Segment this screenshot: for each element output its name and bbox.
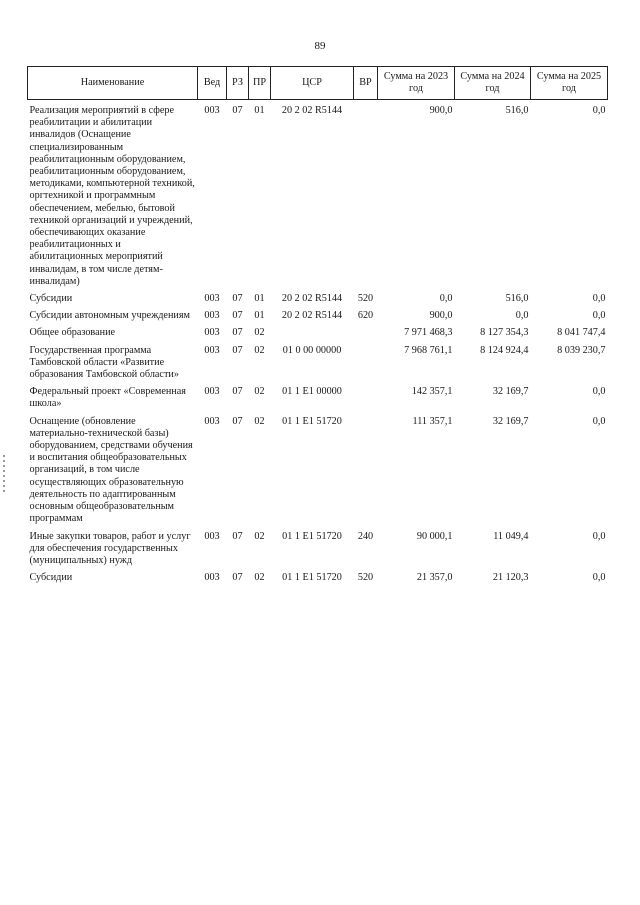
row-name: Субсидии	[29, 572, 73, 584]
row-sum-2024: 516,0	[505, 293, 529, 305]
row-ved: 003	[204, 572, 220, 584]
row-ved: 003	[204, 310, 220, 322]
row-pr: 02	[254, 530, 265, 542]
row-csr: 01 0 00 00000	[282, 344, 342, 356]
row-vr: 240	[357, 530, 374, 542]
row-name: Оснащение (обновление материально-технической базы) оборудованием, средствами обучения и воспитания общеобразовательных организаций, в том числе осуществляющих образовательную деятельность по адаптированным основным общеобразовательным программам	[29, 415, 193, 525]
budget-table	[27, 66, 608, 584]
row-ved: 003	[204, 327, 220, 339]
row-pr: 02	[254, 572, 265, 584]
row-vr	[354, 327, 378, 339]
row-sum-2023: 21 357,0	[416, 572, 453, 584]
row-pr: 02	[254, 344, 265, 356]
row-csr: 01 1 E1 51720	[282, 572, 342, 584]
row-csr: 20 2 02 R5144	[281, 105, 343, 116]
row-sum-2023: 90 000,1	[416, 530, 453, 542]
row-sum-2025: 8 039 230,7	[557, 344, 606, 356]
row-rz: 07	[232, 105, 243, 116]
row-rz: 07	[232, 327, 243, 339]
row-name: Реализация мероприятий в сфере реабилитации и абилитации инвалидов (Оснащение специализированным реабилитационным оборудованием, реабилитационным оборудованием, методиками, компьютерной техникой, оргтехникой и программным обеспечением, мебелью, бытовой техникой организаций и учреждений, обеспечивающих оказание реабилитационных и абилитационных мероприятий инвалидам, в том числе детям-инвалидам)	[29, 105, 195, 287]
row-sum-2023: 0,0	[439, 293, 453, 305]
header-sum-2024: Сумма на 2024 год	[455, 67, 531, 100]
row-vr: 620	[357, 310, 374, 322]
header-row	[28, 67, 608, 100]
row-ved: 003	[204, 415, 220, 427]
header-pr: ПР	[249, 67, 271, 100]
row-pr: 01	[254, 310, 265, 322]
row-sum-2024: 8 127 354,3	[480, 327, 529, 339]
row-name: Государственная программа Тамбовской области «Развитие образования Тамбовской области»	[29, 344, 179, 381]
table-row	[28, 327, 608, 339]
row-csr: 20 2 02 R5144	[281, 310, 343, 322]
table-row	[28, 416, 608, 526]
row-sum-2023: 900,0	[429, 105, 453, 116]
row-sum-2024: 11 049,4	[493, 530, 529, 542]
header-sum-2025: Сумма на 2025 год	[531, 67, 608, 100]
row-pr: 02	[254, 327, 265, 339]
row-pr: 01	[254, 105, 265, 116]
row-pr: 01	[254, 293, 265, 305]
row-rz: 07	[232, 415, 243, 427]
row-sum-2025: 0,0	[592, 530, 606, 542]
row-name: Федеральный проект «Современная школа»	[29, 386, 186, 410]
row-csr: 20 2 02 R5144	[281, 293, 343, 305]
row-vr	[354, 416, 378, 526]
margin-stamp	[3, 455, 5, 493]
row-ved: 003	[204, 386, 220, 398]
row-rz: 07	[232, 344, 243, 356]
table-row	[28, 386, 608, 410]
row-sum-2024: 32 169,7	[492, 415, 529, 427]
table-row	[28, 310, 608, 322]
row-rz: 07	[232, 386, 243, 398]
row-name: Общее образование	[29, 327, 116, 339]
header-name: Наименование	[28, 67, 198, 100]
row-pr: 02	[254, 386, 265, 398]
row-ved: 003	[204, 105, 220, 116]
header-sum-2023: Сумма на 2023 год	[378, 67, 455, 100]
header-ved: Вед	[198, 67, 227, 100]
row-sum-2024: 516,0	[505, 105, 529, 116]
row-sum-2023: 142 357,1	[411, 386, 453, 398]
row-rz: 07	[232, 293, 243, 305]
row-csr: 01 1 E1 51720	[282, 415, 342, 427]
row-sum-2024: 8 124 924,4	[480, 344, 529, 356]
table-row	[28, 293, 608, 305]
row-sum-2023: 900,0	[429, 310, 453, 322]
page-number: 89	[314, 40, 326, 52]
row-csr	[271, 327, 354, 339]
row-sum-2023: 111 357,1	[412, 415, 453, 427]
header-rz: РЗ	[227, 67, 249, 100]
row-vr	[354, 386, 378, 410]
header-csr: ЦСР	[271, 67, 354, 100]
table-row	[28, 531, 608, 568]
table-row	[28, 105, 608, 288]
row-sum-2024: 0,0	[515, 310, 529, 322]
row-name: Субсидии автономным учреждениям	[29, 310, 190, 322]
header-vr: ВР	[354, 67, 378, 100]
row-vr: 520	[357, 293, 374, 305]
row-vr: 520	[357, 572, 374, 584]
row-name: Иные закупки товаров, работ и услуг для обеспечения государственных (муниципальных) нужд	[29, 530, 191, 566]
row-rz: 07	[232, 530, 243, 542]
row-pr: 02	[254, 415, 265, 427]
table-body	[28, 100, 608, 585]
row-vr	[354, 105, 378, 288]
row-rz: 07	[232, 310, 243, 322]
table-row	[28, 345, 608, 382]
table-row	[28, 572, 608, 584]
row-csr: 01 1 E1 51720	[282, 530, 342, 542]
row-sum-2023: 7 968 761,1	[404, 344, 453, 356]
row-sum-2025: 0,0	[592, 310, 606, 322]
row-sum-2024: 32 169,7	[492, 386, 529, 398]
row-vr	[354, 345, 378, 382]
row-ved: 003	[204, 530, 220, 542]
row-rz: 07	[232, 572, 243, 584]
row-ved: 003	[204, 344, 220, 356]
row-sum-2024: 21 120,3	[492, 572, 529, 584]
row-sum-2025: 0,0	[592, 386, 606, 398]
row-sum-2025: 8 041 747,4	[557, 327, 606, 339]
row-ved: 003	[204, 293, 220, 305]
row-name: Субсидии	[29, 293, 73, 305]
row-sum-2025: 0,0	[592, 105, 606, 116]
row-sum-2025: 0,0	[592, 293, 606, 305]
row-sum-2025: 0,0	[592, 415, 606, 427]
row-sum-2023: 7 971 468,3	[404, 327, 453, 339]
row-sum-2025: 0,0	[592, 572, 606, 584]
row-csr: 01 1 E1 00000	[282, 386, 342, 398]
